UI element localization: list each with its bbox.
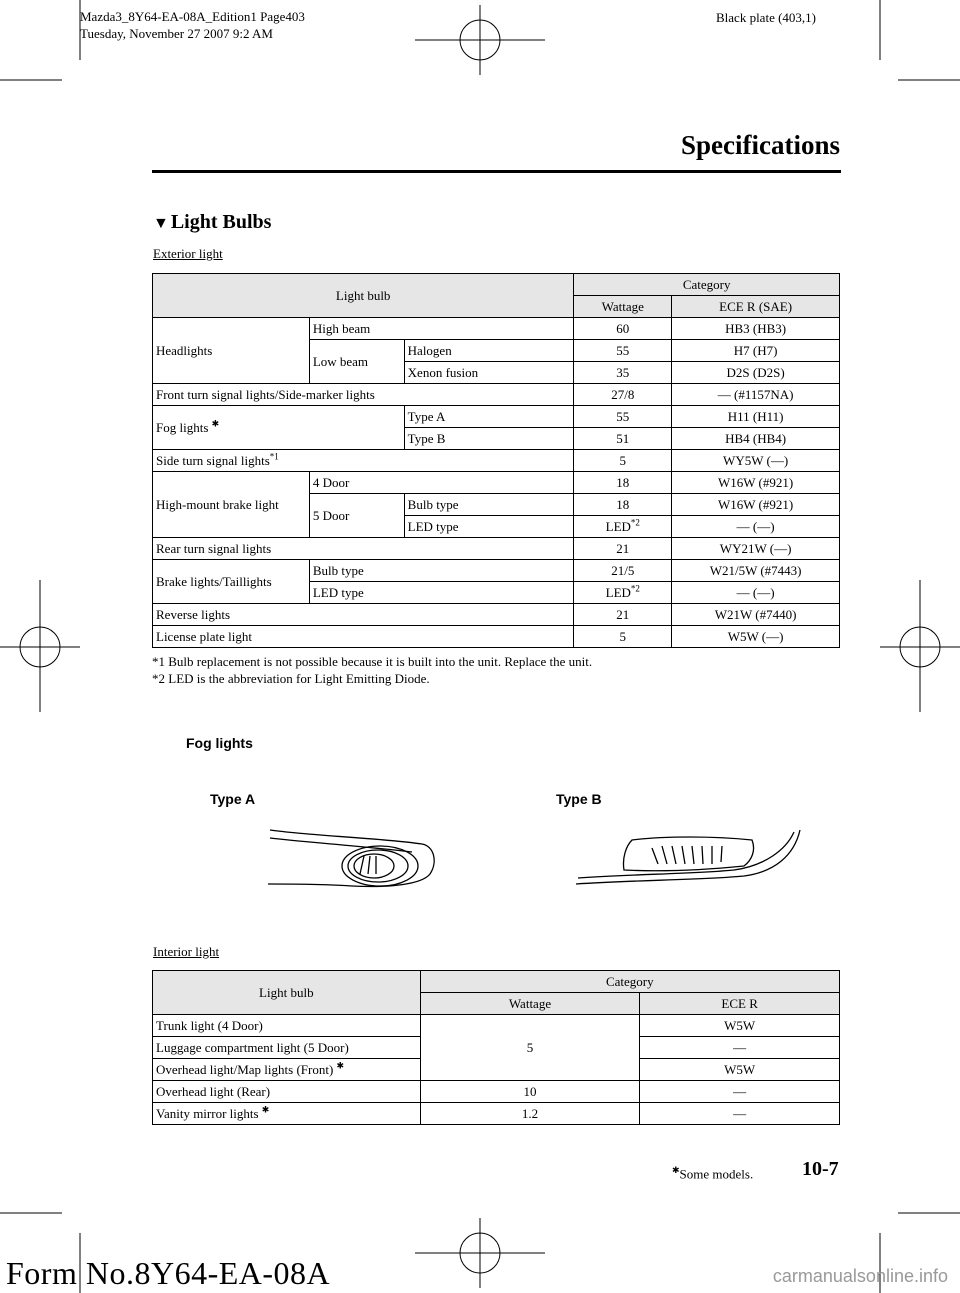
cell-license: License plate light — [153, 626, 574, 648]
cell-trunk: Trunk light (4 Door) — [153, 1015, 421, 1037]
cell-headlights: Headlights — [153, 318, 310, 384]
table-row — [153, 1015, 840, 1037]
cell-wattage: 27/8 — [574, 384, 672, 406]
form-number: Form No.8Y64-EA-08A — [6, 1255, 331, 1291]
section-title: Specifications — [681, 130, 840, 160]
cell-wattage: 10 — [420, 1081, 640, 1103]
interior-subheading: Interior light — [153, 944, 220, 959]
table-row — [153, 384, 840, 406]
cell-wattage: 21/5 — [574, 560, 672, 582]
cell-ece: D2S (D2S) — [672, 362, 840, 384]
heading-triangle-icon: ▼ — [153, 215, 169, 232]
cell-ece: H7 (H7) — [672, 340, 840, 362]
header-light-bulb: Light bulb — [153, 274, 574, 318]
table-header-row — [153, 274, 840, 296]
cell-reverse: Reverse lights — [153, 604, 574, 626]
cell-ece: ― (―) — [672, 582, 840, 604]
cell-wattage: 5 — [574, 626, 672, 648]
watermark: carmanualsonline.info — [772, 1266, 948, 1286]
cell-ece: H11 (H11) — [672, 406, 840, 428]
cell-ece: W21/5W (#7443) — [672, 560, 840, 582]
cell-overhead-rear: Overhead light (Rear) — [153, 1081, 421, 1103]
cell-wattage: 5 — [420, 1015, 640, 1081]
table-header-row — [153, 971, 840, 993]
some-models-note — [672, 1165, 753, 1182]
cell-high-mount: High-mount brake light — [153, 472, 310, 538]
cell-ece: ― (#1157NA) — [672, 384, 840, 406]
cell-ece: ― — [640, 1037, 840, 1059]
cell-ece: W16W (#921) — [672, 472, 840, 494]
cell-bulb-type: Bulb type — [309, 560, 574, 582]
cell-fog-lights — [153, 406, 405, 450]
cell-ece: WY5W (―) — [672, 450, 840, 472]
cell-overhead-front — [153, 1059, 421, 1081]
fog-label: Fog lights — [156, 420, 209, 435]
figure-title: Fog lights — [186, 735, 253, 751]
header-category: Category — [420, 971, 839, 993]
cell-halogen: Halogen — [404, 340, 574, 362]
print-header-plate: Black plate (403,1) — [716, 10, 816, 25]
page-heading — [153, 211, 271, 234]
figure-label-type-b: Type B — [556, 791, 602, 807]
cell-ece: HB3 (HB3) — [672, 318, 840, 340]
header-light-bulb: Light bulb — [153, 971, 421, 1015]
cell-ece: W5W — [640, 1015, 840, 1037]
cell-wattage: 55 — [574, 406, 672, 428]
footnote-1: *1 Bulb replacement is not possible because it is built into the unit. Replace the unit. — [152, 654, 593, 669]
cell-ece: HB4 (HB4) — [672, 428, 840, 450]
cell-ece: ― (―) — [672, 516, 840, 538]
cell-wattage: 35 — [574, 362, 672, 384]
table-row — [153, 604, 840, 626]
cell-ece: W16W (#921) — [672, 494, 840, 516]
cell-4-door: 4 Door — [309, 472, 574, 494]
some-models-mark: ✱ — [336, 1060, 345, 1071]
exterior-light-table — [152, 273, 840, 648]
table-row — [153, 450, 840, 472]
cell-luggage: Luggage compartment light (5 Door) — [153, 1037, 421, 1059]
cell-rear-turn: Rear turn signal lights — [153, 538, 574, 560]
cell-ece: ― — [640, 1103, 840, 1125]
cell-wattage — [574, 582, 672, 604]
figure-label-type-a: Type A — [210, 791, 256, 807]
cell-wattage: 5 — [574, 450, 672, 472]
table-row — [153, 406, 840, 428]
cell-wattage: 18 — [574, 494, 672, 516]
cell-low-beam: Low beam — [309, 340, 404, 384]
cell-ece: W5W (―) — [672, 626, 840, 648]
header-wattage: Wattage — [420, 993, 640, 1015]
led-text: LED — [605, 585, 631, 600]
print-header-meta — [80, 8, 305, 42]
cell-5-door: 5 Door — [309, 494, 404, 538]
footnote-2: *2 LED is the abbreviation for Light Emitting Diode. — [152, 671, 430, 686]
some-models-text: Some models. — [679, 1166, 754, 1182]
interior-light-table — [152, 970, 840, 1125]
cell-ece: WY21W (―) — [672, 538, 840, 560]
header-ece: ECE R — [640, 993, 840, 1015]
led-text: LED — [605, 519, 631, 534]
cell-brake: Brake lights/Taillights — [153, 560, 310, 604]
some-models-mark: ✱ — [672, 1165, 680, 1175]
cell-wattage: 1.2 — [420, 1103, 640, 1125]
table-row — [153, 626, 840, 648]
cell-wattage — [574, 516, 672, 538]
cell-wattage: 21 — [574, 604, 672, 626]
cell-ece: W5W — [640, 1059, 840, 1081]
table-row — [153, 472, 840, 494]
table-row — [153, 1103, 840, 1125]
cell-side-turn — [153, 450, 574, 472]
print-header-date: Tuesday, November 27 2007 9:2 AM — [80, 26, 273, 41]
header-wattage: Wattage — [574, 296, 672, 318]
cell-wattage: 60 — [574, 318, 672, 340]
table-row — [153, 538, 840, 560]
heading-text: Light Bulbs — [170, 211, 272, 233]
print-header-file: Mazda3_8Y64-EA-08A_Edition1 Page403 — [80, 9, 305, 24]
table-row — [153, 318, 840, 340]
cell-wattage: 18 — [574, 472, 672, 494]
vanity-label: Vanity mirror lights — [156, 1106, 259, 1121]
cell-fog-type-a: Type A — [404, 406, 574, 428]
cell-xenon: Xenon fusion — [404, 362, 574, 384]
exterior-subheading: Exterior light — [153, 246, 223, 261]
footnote-mark: *2 — [630, 583, 640, 594]
cell-fog-type-b: Type B — [404, 428, 574, 450]
cell-wattage: 51 — [574, 428, 672, 450]
cell-vanity — [153, 1103, 421, 1125]
side-turn-label: Side turn signal lights — [156, 453, 270, 468]
header-category: Category — [574, 274, 840, 296]
cell-wattage: 55 — [574, 340, 672, 362]
cell-ece: ― — [640, 1081, 840, 1103]
overhead-front-label: Overhead light/Map lights (Front) — [156, 1062, 334, 1077]
cell-bulb-type: Bulb type — [404, 494, 574, 516]
some-models-mark: ✱ — [261, 1104, 270, 1115]
some-models-mark: ✱ — [211, 418, 220, 429]
footnotes — [152, 653, 592, 687]
fog-light-type-b-illustration — [574, 826, 806, 888]
cell-wattage: 21 — [574, 538, 672, 560]
table-row — [153, 1081, 840, 1103]
footnote-mark: *2 — [630, 517, 640, 528]
page-number: 10-7 — [802, 1158, 839, 1180]
header-ece: ECE R (SAE) — [672, 296, 840, 318]
table-row — [153, 560, 840, 582]
cell-led-type: LED type — [309, 582, 574, 604]
cell-front-turn: Front turn signal lights/Side-marker lights — [153, 384, 574, 406]
footnote-mark: *1 — [269, 451, 279, 462]
cell-ece: W21W (#7440) — [672, 604, 840, 626]
fog-light-type-a-illustration — [262, 826, 442, 896]
cell-led-type: LED type — [404, 516, 574, 538]
cell-high-beam: High beam — [309, 318, 574, 340]
section-rule — [152, 170, 841, 173]
